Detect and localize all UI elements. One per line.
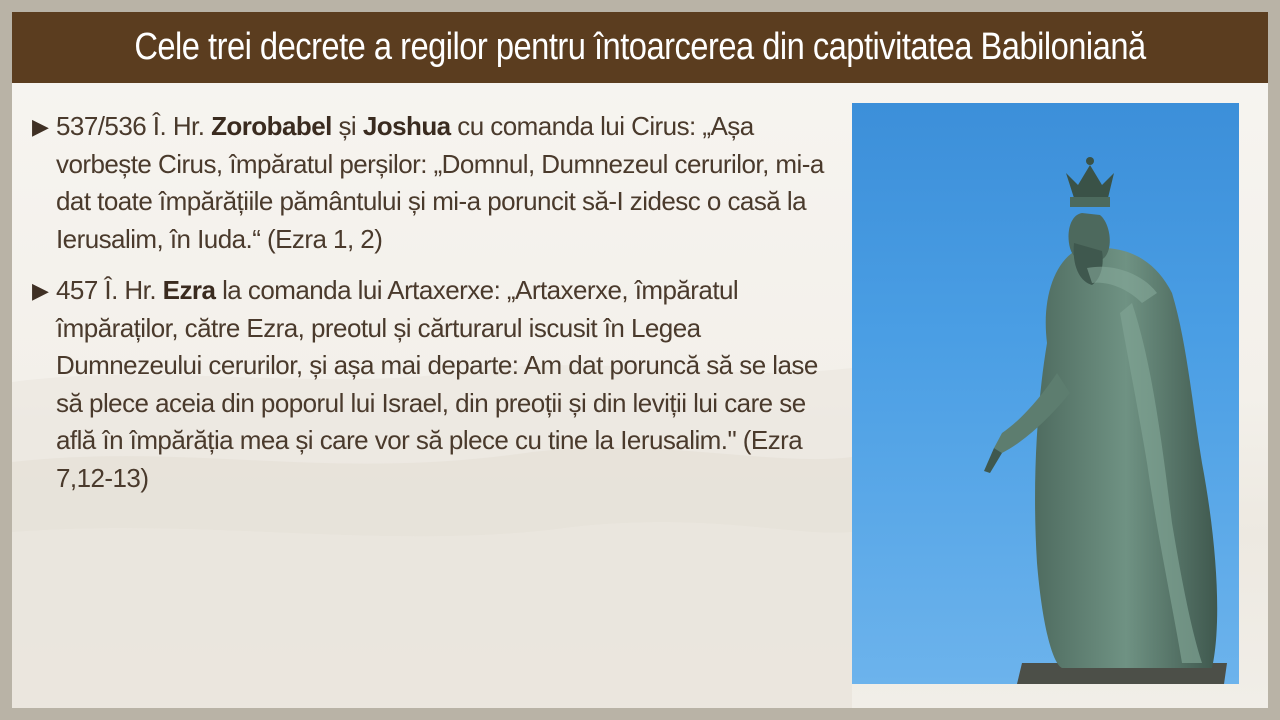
bullet-name-zorobabel: Zorobabel — [211, 111, 332, 141]
bullet-item-artaxerxe — [32, 272, 832, 497]
triangle-bullet-icon: ▶ — [32, 278, 49, 303]
slide-title: Cele trei decrete a regilor pentru întoarcerea din captivitatea Babiloniană — [134, 26, 1146, 68]
bullet-text: la comanda lui Artaxerxe: „Artaxerxe, împăratul împăraților, către Ezra, preotul și cărturarul iscusit în Legea Dumnezeului cerurilor, și așa mai departe: Am dat poruncă să se lase să plece aceia din poporul lui Israel, din preoții și din leviții lui care se află în împărăția mea și care vor să plece cu tine la Ierusalim." (Ezra 7,12-13) — [56, 275, 818, 493]
bullet-connector: și — [331, 111, 363, 141]
slide — [12, 12, 1268, 708]
bullet-text: cu comanda lui Cirus: „Așa vorbește Cirus, împăratul perșilor: „Domnul, Dumnezeul cerurilor, mi-a dat toate împărățiile pământului și mi-a poruncit să-I zidesc o casă la Ierusalim, în Iuda.“ (Ezra 1, 2) — [56, 111, 824, 254]
bullet-name-joshua: Joshua — [362, 111, 451, 141]
bullet-item-cirus — [32, 108, 832, 258]
triangle-bullet-icon: ▶ — [32, 114, 49, 139]
bullet-name-ezra: Ezra — [162, 275, 216, 305]
statue-image — [852, 103, 1239, 684]
title-bar — [12, 12, 1268, 83]
statue-icon — [852, 103, 1239, 684]
slide-content — [32, 108, 832, 511]
bullet-date: 537/536 Î. Hr. — [56, 111, 212, 141]
bullet-date: 457 Î. Hr. — [56, 275, 163, 305]
